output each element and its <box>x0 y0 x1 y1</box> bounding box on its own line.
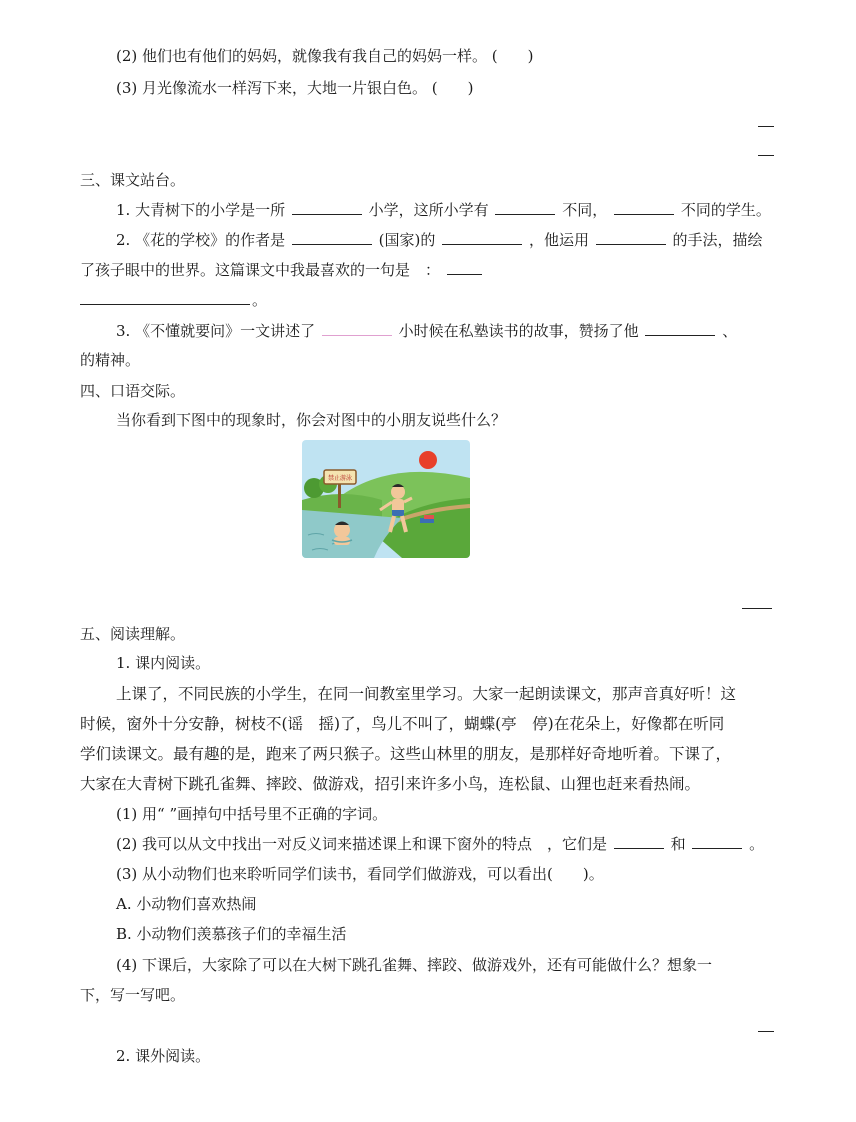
fill-blank[interactable] <box>442 230 522 245</box>
judge-item-3: (3) 月光像流水一样泻下来，大地一片银白色。 ( ) <box>116 79 474 97</box>
q1-text-b: 小学，这所小学有 <box>368 201 489 219</box>
q2-end-period: 。 <box>252 291 268 309</box>
q1-text-a: 1. 大青树下的小学是一所 <box>116 201 286 219</box>
reading-para-line3: 学们读课文。最有趣的是，跑来了两只猴子。这些山林里的朋友，是那样好奇地听着。下课了， <box>80 745 732 763</box>
section-5-sub2: 2. 课外阅读。 <box>116 1047 211 1065</box>
fill-blank[interactable] <box>80 290 250 305</box>
fill-blank[interactable] <box>495 200 555 215</box>
fill-blank[interactable] <box>614 834 664 849</box>
section-3-q2-line2 <box>80 260 484 280</box>
q1-text-c: 不同， <box>562 201 608 219</box>
swimming-warning-illustration <box>302 440 470 558</box>
answer-dash <box>742 608 772 609</box>
reading-q2-text-c: 。 <box>749 835 765 853</box>
reading-q4-line2: 下，写一写吧。 <box>80 986 186 1004</box>
section-3-q1 <box>116 200 771 220</box>
q2-text-d: 的手法，描绘 <box>672 231 763 249</box>
reading-q2-text-a: (2) 我可以从文中找出一对反义词来描述课上和课下窗外的特点 ，它们是 <box>116 835 608 853</box>
q2-text-c: ，他运用 <box>528 231 589 249</box>
reading-option-a[interactable]: A. 小动物们喜欢热闹 <box>116 895 257 913</box>
fill-blank[interactable] <box>614 200 674 215</box>
q3-text-b: 小时候在私塾读书的故事，赞扬了他 <box>398 322 639 340</box>
reading-para-line4: 大家在大青树下跳孔雀舞、摔跤、做游戏，招引来许多小鸟，连松鼠、山狸也赶来看热闹。 <box>80 775 701 793</box>
section-5-sub1: 1. 课内阅读。 <box>116 654 211 672</box>
answer-dash <box>758 1031 774 1032</box>
illustration-svg <box>302 440 470 558</box>
section-3-title: 三、课文站台。 <box>80 171 186 189</box>
reading-para-line2: 时候，窗外十分安静，树枝不(谣 摇)了，鸟儿不叫了，蝴蝶(亭 停)在花朵上，好像都在听同 <box>80 715 725 733</box>
q2-text-b: (国家)的 <box>378 231 436 249</box>
section-3-q2 <box>116 230 763 250</box>
section-3-q3 <box>116 321 737 341</box>
q3-text-a: 3. 《不懂就要问》一文讲述了 <box>116 322 316 340</box>
fill-blank[interactable] <box>692 834 742 849</box>
fill-blank[interactable] <box>447 260 482 275</box>
section-5-title: 五、阅读理解。 <box>80 625 186 643</box>
section-4-title: 四、口语交际。 <box>80 382 186 400</box>
q3-text-c: 、 <box>722 322 738 340</box>
fill-blank[interactable] <box>645 321 715 336</box>
q2-line2-text: 了孩子眼中的世界。这篇课文中我最喜欢的一句是 ： <box>80 261 441 279</box>
section-3-q2-line3 <box>80 290 267 310</box>
fill-blank[interactable] <box>322 321 392 336</box>
q1-text-d: 不同的学生。 <box>680 201 771 219</box>
fill-blank[interactable] <box>292 230 372 245</box>
section-3-q3-line2: 的精神。 <box>80 351 141 369</box>
fill-blank[interactable] <box>292 200 362 215</box>
reading-q2 <box>116 834 764 854</box>
reading-option-b[interactable]: B. 小动物们羡慕孩子们的幸福生活 <box>116 925 347 943</box>
reading-q4-line1: (4) 下课后，大家除了可以在大树下跳孔雀舞、摔跤、做游戏外，还有可能做什么？想象一 <box>116 956 713 974</box>
reading-q2-text-b: 和 <box>670 835 686 853</box>
judge-item-2: (2) 他们也有他们的妈妈，就像我有我自己的妈妈一样。 ( ) <box>116 47 534 65</box>
fill-blank[interactable] <box>596 230 666 245</box>
reading-q3: (3) 从小动物们也来聆听同学们读书，看同学们做游戏，可以看出( )。 <box>116 865 604 883</box>
section-4-prompt: 当你看到下图中的现象时，你会对图中的小朋友说些什么？ <box>116 411 507 429</box>
answer-dash <box>758 155 774 156</box>
reading-para-line1: 上课了，不同民族的小学生，在同一间教室里学习。大家一起朗读课文，那声音真好听！这 <box>116 685 737 703</box>
sign-text: 禁止游泳 <box>327 475 353 482</box>
answer-dash <box>758 126 774 127</box>
q2-text-a: 2. 《花的学校》的作者是 <box>116 231 286 249</box>
reading-q1: (1) 用“ ”画掉句中括号里不正确的字词。 <box>116 805 388 823</box>
